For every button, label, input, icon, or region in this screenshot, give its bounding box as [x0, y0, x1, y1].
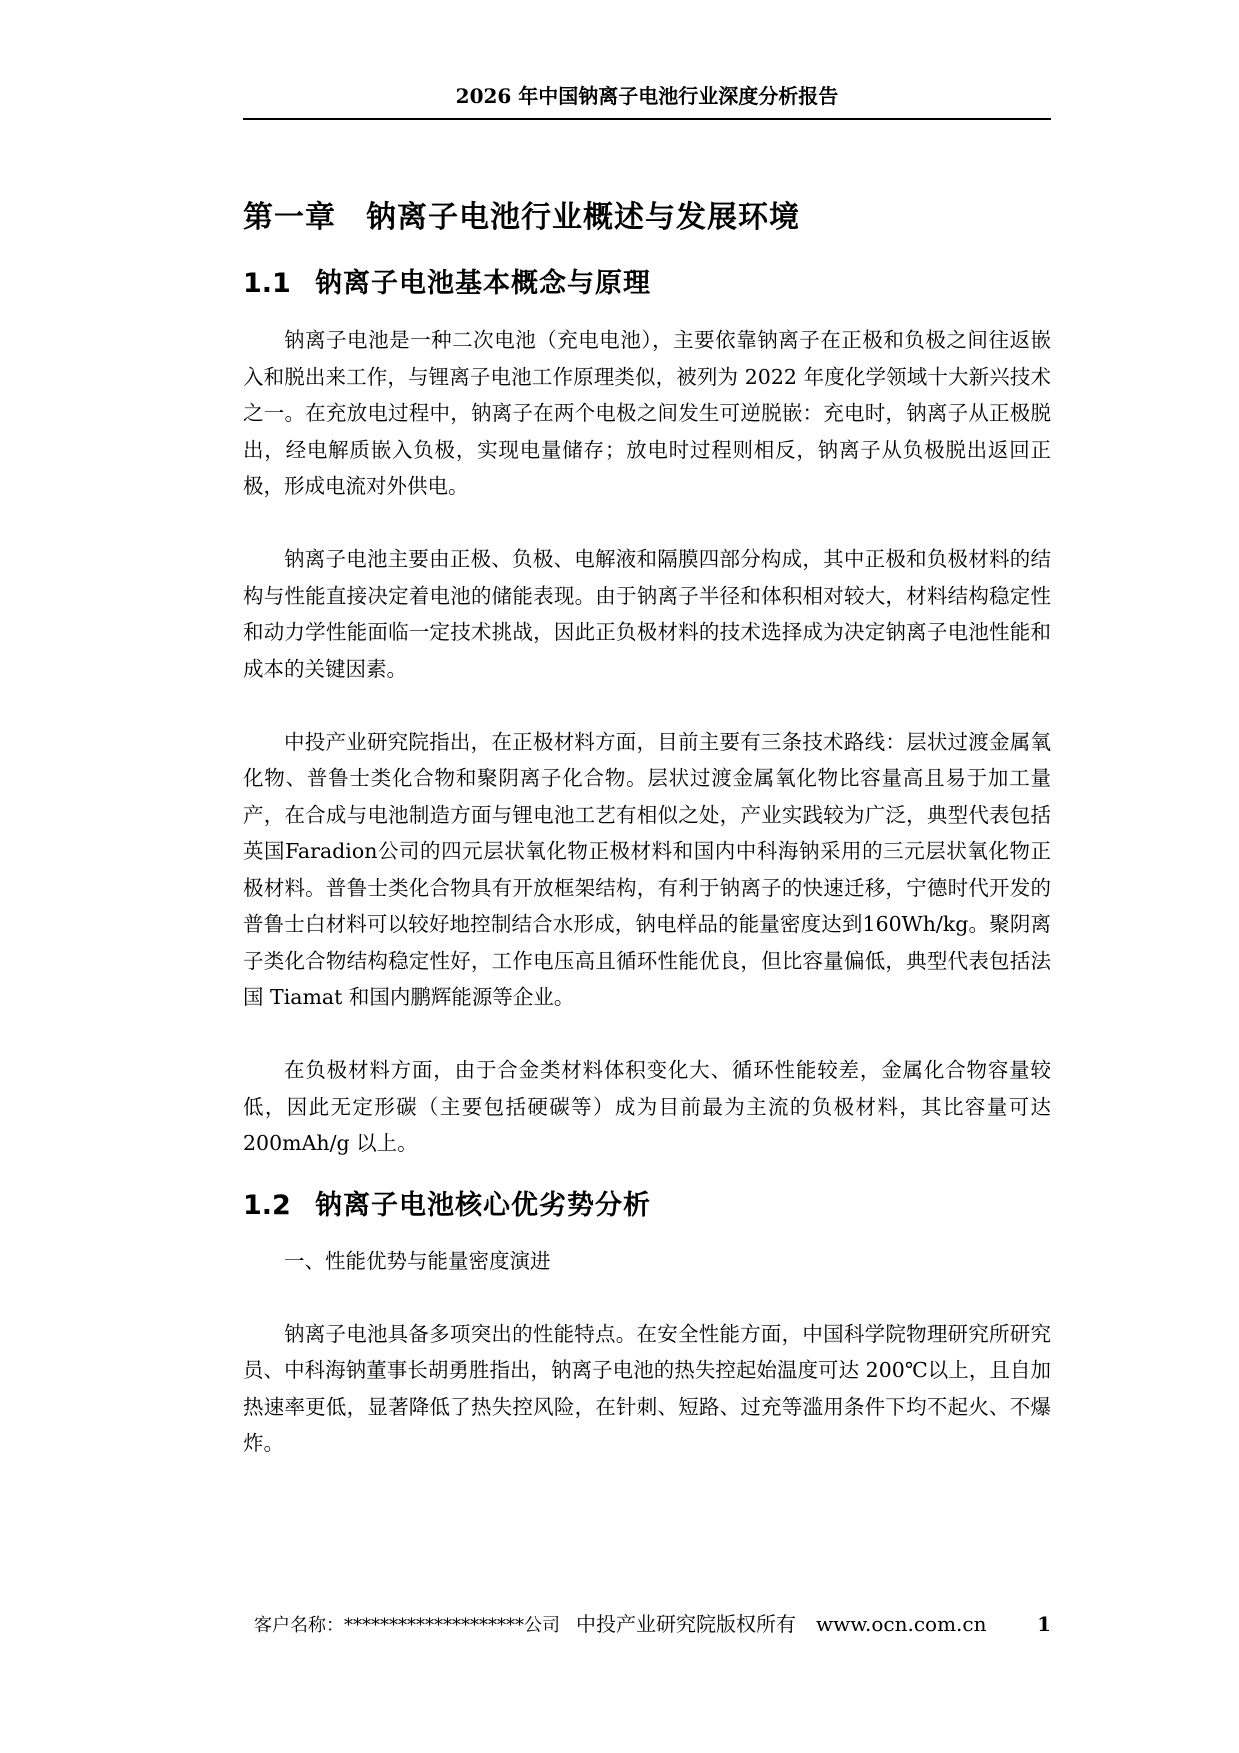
section-heading-1-1	[243, 267, 1051, 301]
body-paragraph: 在负极材料方面，由于合金类材料体积变化大、循环性能较差，金属化合物容量较低，因此无定形碳（主要包括硬碳等）成为目前最为主流的负极材料，其比容量可达 200mAh/g 以上。	[243, 1058, 1051, 1156]
page-number: 1	[1037, 1612, 1051, 1636]
client-name: ********************公司	[344, 1615, 560, 1636]
copyright-notice: 中投产业研究院版权所有	[576, 1612, 796, 1636]
subheading: 一、性能优势与能量密度演进	[284, 1248, 551, 1273]
section-number: 1.1	[243, 267, 291, 299]
page-content	[243, 170, 1051, 1462]
chapter-heading	[243, 199, 1051, 237]
header-rule	[243, 118, 1051, 120]
page-footer	[254, 1611, 1051, 1637]
section-title: 钠离子电池核心优劣势分析	[315, 1189, 651, 1221]
client-label: 客户名称：	[254, 1615, 344, 1636]
body-paragraph: 中投产业研究院指出，在正极材料方面，目前主要有三条技术路线：层状过渡金属氧化物、普鲁士类化合物和聚阴离子化合物。层状过渡金属氧化物比容量高且易于加工量产，在合成与电池制造方面与锂电池工艺有相似之处，产业实践较为广泛，典型代表包括英国Faradion公司的四元层状氧化物正极材料和国内中科海钠采用的三元层状氧化物正极材料。普鲁士类化合物具有开放框架结构，有利于钠离子的快速迁移，宁德时代开发的普鲁士白材料可以较好地控制结合水形成，钠电样品的能量密度达到160Wh/kg。聚阴离子类化合物结构稳定性好，工作电压高且循环性能优良，但比容量偏低，典型代表包括法国 Tiamat 和国内鹏辉能源等企业。	[243, 729, 1051, 1010]
body-paragraph: 钠离子电池主要由正极、负极、电解液和隔膜四部分构成，其中正极和负极材料的结构与性能直接决定着电池的储能表现。由于钠离子半径和体积相对较大，材料结构稳定性和动力学性能面临一定技术挑战，因此正负极材料的技术选择成为决定钠离子电池性能和成本的关键因素。	[243, 547, 1051, 681]
running-header: 2026 年中国钠离子电池行业深度分析报告	[455, 84, 839, 108]
section-title: 钠离子电池基本概念与原理	[315, 267, 651, 299]
chapter-number: 第一章	[243, 200, 336, 235]
body-paragraph: 钠离子电池具备多项突出的性能特点。在安全性能方面，中国科学院物理研究所研究员、中科海钠董事长胡勇胜指出，钠离子电池的热失控起始温度可达 200℃以上，且自加热速率更低，显著降低了热失控风险，在针刺、短路、过充等滥用条件下均不起火、不爆炸。	[243, 1321, 1051, 1455]
section-heading-1-2	[243, 1189, 1051, 1223]
website-link[interactable]: www.ocn.com.cn	[816, 1612, 987, 1636]
chapter-title: 钠离子电池行业概述与发展环境	[366, 200, 800, 235]
body-paragraph: 钠离子电池是一种二次电池（充电电池），主要依靠钠离子在正极和负极之间往返嵌入和脱出来工作，与锂离子电池工作原理类似，被列为 2022 年度化学领域十大新兴技术之一。在充放电过程中，钠离子在两个电极之间发生可逆脱嵌：充电时，钠离子从正极脱出，经电解质嵌入负极，实现电量储存；放电时过程则相反，钠离子从负极脱出返回正极，形成电流对外供电。	[243, 328, 1051, 499]
section-number: 1.2	[243, 1189, 291, 1221]
